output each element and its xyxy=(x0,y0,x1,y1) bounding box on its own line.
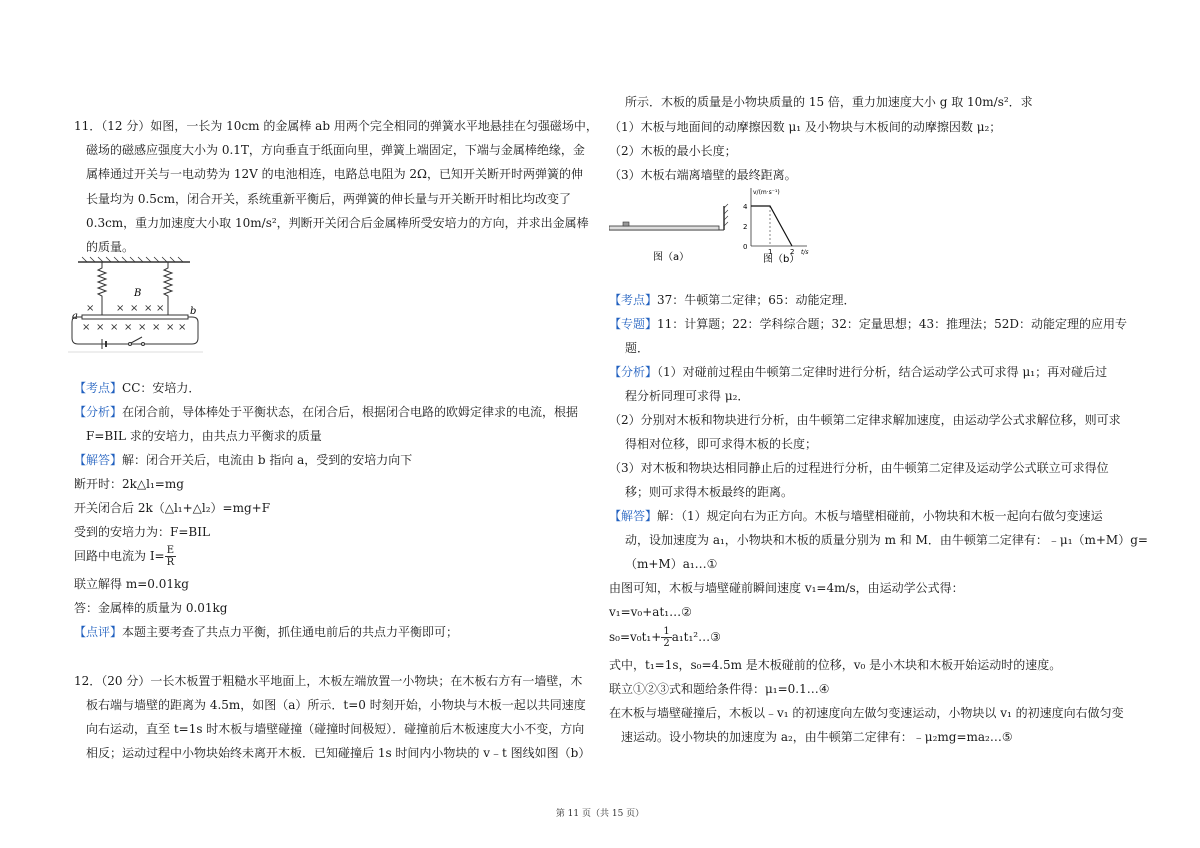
kaodian-tag: 【考点】 xyxy=(74,381,123,395)
label-B: B xyxy=(134,288,142,299)
svg-text:×: × xyxy=(178,322,187,333)
svg-text:×: × xyxy=(124,322,133,333)
q11-line-5: 0.3cm，重力加速度大小取 10m/s²，判断开关闭合后金属棒所受安培力的方向，并求出金属棒 xyxy=(86,216,589,230)
r-step-7: 式中，t₁=1s，s₀=4.5m 是木板碰前的位移，v₀ 是小木块和木板开始运动时的速度。 xyxy=(609,658,1062,672)
q12-part-1: （1）木板与地面间的动摩擦因数 μ₁ 及小物块与木板间的动摩擦因数 μ₂； xyxy=(609,120,1002,134)
current-formula: 回路中电流为 I= xyxy=(74,549,165,563)
fenxi-text-1: 在闭合前，导体棒处于平衡状态，在闭合后，根据闭合电路的欧姆定律求的电流，根据 xyxy=(122,405,579,419)
r-fenxi-line xyxy=(609,361,1107,383)
q12-part-2: （2）木板的最小长度； xyxy=(609,144,737,158)
q12-part-3: （3）木板右端离墙壁的最终距离。 xyxy=(609,168,797,182)
svg-text:×: × xyxy=(144,303,153,314)
q11-line-1: 11．（12 分）如图，一长为 10cm 的金属棒 ab 用两个完全相同的弹簧水平地悬挂在匀强磁场中， xyxy=(74,119,598,133)
figure-b-label: 图（b） xyxy=(763,254,800,265)
right-spring xyxy=(164,262,172,316)
label-b: b xyxy=(190,306,197,317)
svg-text:×: × xyxy=(138,322,147,333)
solution-step-4 xyxy=(74,545,176,568)
r-jieda-text-1: 解：（1）规定向右为正方向。木板与墙壁相碰前，小物块和木板一起向右做匀变速运 xyxy=(657,509,1103,523)
y-tick-4: 4 xyxy=(743,203,748,211)
r-zhuanti-text-1: 11：计算题；22：学科综合题；32：定量思想；43：推理法；52D：动能定理的应用专 xyxy=(657,317,1127,331)
r-fenxi-text-1: （1）对碰前过程由牛顿第二定律时进行分析，结合运动学公式可求得 μ₁；再对碰后过 xyxy=(657,365,1108,379)
kaodian-text: CC：安培力． xyxy=(122,381,201,395)
q12-line-1: 12．（20 分）一长木板置于粗糙水平地面上，木板左端放置一小物块；在木板右方有一墙壁，木 xyxy=(74,674,583,688)
r-kaodian-text: 37：牛顿第二定律；65：动能定理． xyxy=(657,293,856,307)
displacement-formula-a: s₀=v₀t₁+ xyxy=(609,630,662,644)
r-fenxi-tag: 【分析】 xyxy=(609,365,658,379)
r-fenxi-text-5: （3）对木板和物块达相同静止后的过程进行分析，由牛顿第二定律及运动学公式联立可求得位 xyxy=(609,461,1109,475)
svg-text:×: × xyxy=(156,303,165,314)
q11-line-4: 长量均为 0.5cm，闭合开关，系统重新平衡后，两弹簧的伸长量与开关断开时相比均改变了 xyxy=(86,192,572,206)
vt-line xyxy=(751,206,792,246)
q11-line-6: 的质量。 xyxy=(86,240,135,254)
q12-line-3: 向右运动，直至 t=1s 时木板与墙壁碰撞（碰撞时间极短）．碰撞前后木板速度大小不变，方向 xyxy=(86,722,585,736)
solution-step-5: 联立解得 m=0.01kg xyxy=(74,577,189,591)
r-fenxi-text-2: 程分析同理可求得 μ₂． xyxy=(625,389,750,403)
q11-line-3: 属棒通过开关与一电动势为 12V 的电池相连，电路总电阻为 2Ω，已知开关断开时两弹簧的伸 xyxy=(86,167,583,181)
fenxi-line xyxy=(74,401,578,423)
r-jieda-text-3: （m+M）a₁…① xyxy=(625,557,718,571)
fraction-E-over-R: $\frac{E}{R}$ xyxy=(166,545,175,568)
kaodian-line xyxy=(74,377,200,399)
r-step-9: 在木板与墙壁碰撞后，木板以﹣v₁ 的初速度向左做匀变速运动，小物块以 v₁ 的初速度向右做匀变 xyxy=(609,706,1124,720)
dianping-tag: 【点评】 xyxy=(74,625,123,639)
solution-step-2: 开关闭合后 2k（△l₁+△l₂）=mg+F xyxy=(74,501,271,515)
r-step-5: v₁=v₀+at₁…② xyxy=(609,605,692,619)
jieda-line xyxy=(74,449,412,471)
q12-continued-line: 所示．木板的质量是小物块质量的 15 倍，重力加速度大小 g 取 10m/s²．求 xyxy=(625,95,1033,109)
r-fenxi-text-3: （2）分别对木板和物块进行分析，由牛顿第二定律求解加速度，由运动学公式求解位移，则可求 xyxy=(609,413,1121,427)
r-step-6 xyxy=(609,626,721,649)
svg-text:×: × xyxy=(96,322,105,333)
svg-text:×: × xyxy=(110,322,119,333)
graph-y-label: v/(m·s⁻¹) xyxy=(753,189,780,196)
displacement-formula-b: a₁t₁²…③ xyxy=(671,630,721,644)
r-kaodian-tag: 【考点】 xyxy=(609,293,658,307)
r-jieda-text-2: 动，设加速度为 a₁，小物块和木板的质量分别为 m 和 M．由牛顿第二定律有：﹣μ₁（m+M）g= xyxy=(625,533,1148,547)
dianping-text: 本题主要考查了共点力平衡，抓住通电前后的共点力平衡即可； xyxy=(122,625,459,639)
jieda-text-1: 解：闭合开关后，电流由 b 指向 a，受到的安培力向下 xyxy=(122,453,413,467)
jieda-tag: 【解答】 xyxy=(74,453,123,467)
q12-line-2: 板右端与墙壁的距离为 4.5m，如图（a）所示．t=0 时刻开始，小物块与木板一起以共同速度 xyxy=(86,698,586,712)
svg-text:×: × xyxy=(86,303,95,314)
r-step-8: 联立①②③式和题给条件得：μ₁=0.1…④ xyxy=(609,682,830,696)
r-fenxi-text-6: 移；则可求得木板最终的距离。 xyxy=(625,485,794,499)
q12-line-4: 相反；运动过程中小物块始终未离开木板．已知碰撞后 1s 时间内小物块的 v﹣t 图线如图（b） xyxy=(86,746,591,760)
svg-text:×: × xyxy=(116,303,125,314)
r-jieda-line xyxy=(609,505,1103,527)
q11-figure xyxy=(68,256,203,354)
fenxi-text-2: F=BIL 求的安培力，由共点力平衡求的质量 xyxy=(86,429,322,443)
ceiling xyxy=(78,257,190,262)
metal-rod xyxy=(82,315,188,319)
r-zhuanti-tag: 【专题】 xyxy=(609,317,658,331)
dianping-line xyxy=(74,621,458,643)
x-tick-1: 1 xyxy=(768,248,773,256)
r-step-4: 由图可知，木板与墙壁碰前瞬间速度 v₁=4m/s，由运动学公式得： xyxy=(609,581,964,595)
label-a: a xyxy=(72,311,78,322)
figure-b-vt-graph xyxy=(743,188,809,256)
y-tick-2: 2 xyxy=(743,223,748,231)
x-tick-2: 2 xyxy=(790,248,795,256)
fraction-one-half: $\frac{1}{2}$ xyxy=(663,626,670,649)
y-tick-0: 0 xyxy=(743,243,748,251)
solution-step-1: 断开时：2k△l₁=mg xyxy=(74,477,184,491)
svg-text:×: × xyxy=(82,322,91,333)
svg-text:×: × xyxy=(130,303,139,314)
r-zhuanti-text-2: 题． xyxy=(625,341,650,355)
q12-figure xyxy=(609,186,819,268)
r-step-10: 速运动。设小物块的加速度为 a₂，由牛顿第二定律有：﹣μ₂mg=ma₂…⑤ xyxy=(621,730,1013,744)
x-unit: t/s xyxy=(801,249,809,256)
figure-a-board-wall xyxy=(609,204,728,230)
r-fenxi-text-4: 得相对位移，即可求得木板的长度； xyxy=(625,437,818,451)
r-kaodian-line xyxy=(609,289,856,311)
r-jieda-tag: 【解答】 xyxy=(609,509,658,523)
left-spring xyxy=(98,262,106,316)
figure-a-label: 图（a） xyxy=(653,252,690,263)
solution-answer: 答：金属棒的质量为 0.01kg xyxy=(74,601,228,615)
r-zhuanti-line xyxy=(609,313,1127,335)
page-footer: 第 11 页（共 15 页） xyxy=(555,809,645,819)
svg-text:×: × xyxy=(166,322,175,333)
fenxi-tag: 【分析】 xyxy=(74,405,123,419)
svg-text:×: × xyxy=(152,322,161,333)
q11-line-2: 磁场的磁感应强度大小为 0.1T，方向垂直于纸面向里，弹簧上端固定，下端与金属棒绝缘，金 xyxy=(86,143,585,157)
solution-step-3: 受到的安培力为：F=BIL xyxy=(74,525,210,539)
